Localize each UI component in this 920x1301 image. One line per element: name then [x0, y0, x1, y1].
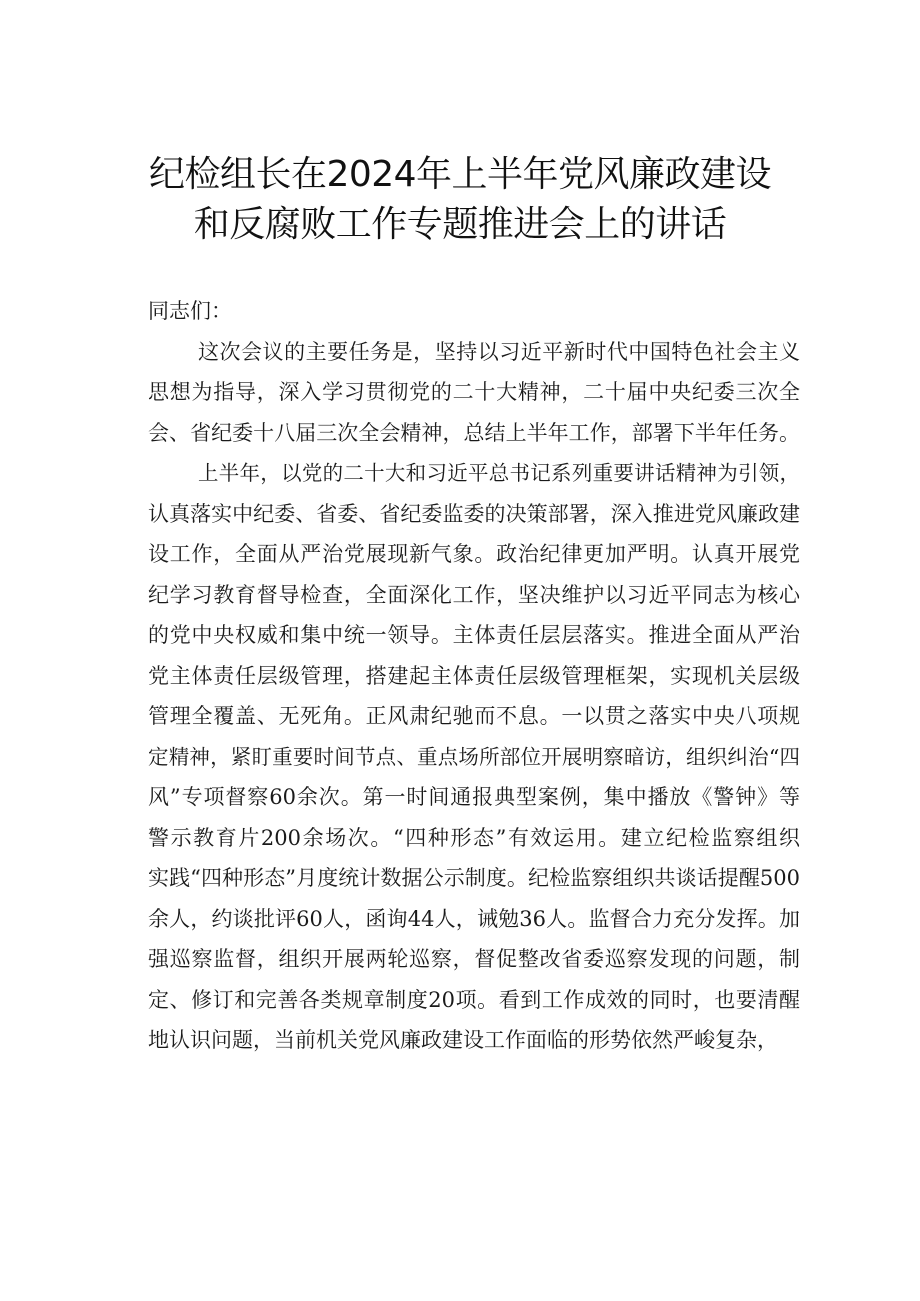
salutation: 同志们： [148, 299, 232, 323]
paragraph-line: 的党中央权威和集中统一领导。主体责任层层落实。推进全面从严治 [148, 623, 800, 647]
paragraph-line: 定精神，紧盯重要时间节点、重点场所部位开展明察暗访，组织纠治“四 [148, 744, 800, 769]
paragraph-2 [148, 453, 800, 1061]
title-line-1: 纪检组长在2024年上半年党风廉政建设 [148, 154, 772, 195]
paragraph-line: 会、省纪委十八届三次全会精神，总结上半年工作，部署下半年任务。 [148, 420, 800, 445]
paragraph-line: 纪学习教育督导检查，全面深化工作，坚决维护以习近平同志为核心 [148, 582, 800, 607]
paragraph-line: 设工作，全面从严治党展现新气象。政治纪律更加严明。认真开展党 [148, 542, 800, 566]
paragraph-line: 认真落实中纪委、省委、省纪委监委的决策部署，深入推进党风廉政建 [148, 501, 800, 526]
paragraph-line: 这次会议的主要任务是，坚持以习近平新时代中国特色社会主义 [198, 339, 800, 364]
paragraph-1 [148, 332, 800, 454]
document-body [148, 291, 800, 1061]
paragraph-line: 上半年，以党的二十大和习近平总书记系列重要讲话精神为引领， [198, 461, 800, 485]
paragraph-line: 思想为指导，深入学习贯彻党的二十大精神，二十届中央纪委三次全 [148, 380, 800, 404]
paragraph-line: 风”专项督察60余次。第一时间通报典型案例，集中播放《警钟》等 [148, 785, 800, 809]
title-line-2: 和反腐败工作专题推进会上的讲话 [193, 204, 727, 245]
paragraph-line: 党主体责任层级管理，搭建起主体责任层级管理框架，实现机关层级 [148, 663, 800, 688]
paragraph-line: 实践“四种形态”月度统计数据公示制度。纪检监察组织共谈话提醒500 [148, 866, 800, 890]
paragraph-line: 地认识问题，当前机关党风廉政建设工作面临的形势依然严峻复杂， [148, 1028, 778, 1052]
paragraph-line: 强巡察监督，组织开展两轮巡察，督促整改省委巡察发现的问题，制 [148, 947, 800, 971]
document-title [0, 150, 920, 250]
paragraph-line: 管理全覆盖、无死角。正风肃纪驰而不息。一以贯之落实中央八项规 [148, 704, 800, 728]
paragraph-line: 警示教育片200余场次。“四种形态”有效运用。建立纪检监察组织 [148, 825, 800, 850]
paragraph-line: 定、修订和完善各类规章制度20项。看到工作成效的同时，也要清醒 [148, 987, 800, 1012]
paragraph-line: 余人，约谈批评60人，函询44人，诫勉36人。监督合力充分发挥。加 [148, 906, 800, 931]
